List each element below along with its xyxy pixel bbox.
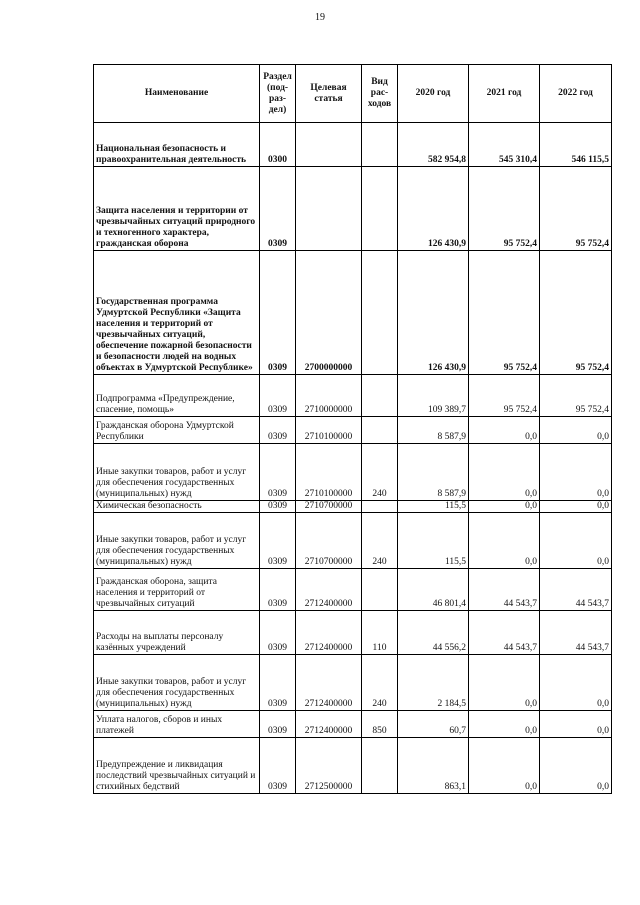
- row-section: 0309: [260, 251, 296, 375]
- row-value-2022: 44 543,7: [540, 569, 612, 611]
- row-name: Подпрограмма «Предупреждение, спасение, помощь»: [94, 375, 260, 417]
- row-expense-type: [362, 501, 398, 513]
- row-value-2021: 95 752,4: [469, 167, 540, 251]
- row-value-2022: 0,0: [540, 513, 612, 569]
- row-name: Гражданская оборона Удмуртской Республики: [94, 417, 260, 444]
- row-value-2020: 115,5: [398, 513, 469, 569]
- row-value-2020: 126 430,9: [398, 251, 469, 375]
- budget-table: [93, 64, 612, 794]
- row-target-article: 2712400000: [296, 655, 362, 711]
- row-section: 0309: [260, 738, 296, 794]
- row-target-article: 2710100000: [296, 417, 362, 444]
- row-value-2020: 2 184,5: [398, 655, 469, 711]
- row-value-2021: 0,0: [469, 738, 540, 794]
- row-expense-type: [362, 569, 398, 611]
- row-value-2022: 95 752,4: [540, 251, 612, 375]
- table-row: [94, 711, 612, 738]
- table-row: [94, 569, 612, 611]
- row-target-article: 2710100000: [296, 444, 362, 501]
- header-target-article: Целевая статья: [296, 65, 362, 123]
- row-value-2021: 0,0: [469, 417, 540, 444]
- row-section: 0309: [260, 375, 296, 417]
- row-value-2021: 0,0: [469, 711, 540, 738]
- table-header-row: [94, 65, 612, 123]
- row-expense-type: 240: [362, 444, 398, 501]
- row-value-2021: 0,0: [469, 655, 540, 711]
- row-section: 0309: [260, 611, 296, 655]
- row-value-2020: 8 587,9: [398, 417, 469, 444]
- row-expense-type: 240: [362, 513, 398, 569]
- row-value-2022: 546 115,5: [540, 123, 612, 167]
- row-expense-type: [362, 738, 398, 794]
- row-value-2020: 115,5: [398, 501, 469, 513]
- header-expense-type: Вид рас-ходов: [362, 65, 398, 123]
- row-value-2020: 8 587,9: [398, 444, 469, 501]
- header-year-2022: 2022 год: [540, 65, 612, 123]
- row-value-2022: 0,0: [540, 501, 612, 513]
- row-value-2022: 0,0: [540, 711, 612, 738]
- row-section: 0309: [260, 417, 296, 444]
- row-target-article: 2700000000: [296, 251, 362, 375]
- row-name: Расходы на выплаты персоналу казённых учреждений: [94, 611, 260, 655]
- row-section: 0309: [260, 655, 296, 711]
- row-name: Иные закупки товаров, работ и услуг для обеспечения государственных (муниципальных) нужд: [94, 655, 260, 711]
- row-value-2022: 95 752,4: [540, 375, 612, 417]
- table-row: [94, 123, 612, 167]
- table-row: [94, 738, 612, 794]
- row-name: Предупреждение и ликвидация последствий чрезвычайных ситуаций и стихийных бедствий: [94, 738, 260, 794]
- row-value-2021: 0,0: [469, 513, 540, 569]
- row-expense-type: [362, 251, 398, 375]
- header-section: Раздел (под-раз-дел): [260, 65, 296, 123]
- row-name: Гражданская оборона, защита населения и территорий от чрезвычайных ситуаций: [94, 569, 260, 611]
- row-expense-type: 240: [362, 655, 398, 711]
- row-value-2022: 0,0: [540, 655, 612, 711]
- page-number: 19: [315, 12, 325, 23]
- row-name: Национальная безопасность и правоохранительная деятельность: [94, 123, 260, 167]
- row-value-2021: 545 310,4: [469, 123, 540, 167]
- row-value-2022: 0,0: [540, 738, 612, 794]
- row-value-2022: 0,0: [540, 417, 612, 444]
- row-value-2020: 582 954,8: [398, 123, 469, 167]
- row-value-2021: 44 543,7: [469, 611, 540, 655]
- row-section: 0300: [260, 123, 296, 167]
- row-value-2020: 60,7: [398, 711, 469, 738]
- row-value-2021: 0,0: [469, 444, 540, 501]
- row-section: 0309: [260, 501, 296, 513]
- row-value-2020: 863,1: [398, 738, 469, 794]
- row-target-article: 2710700000: [296, 501, 362, 513]
- row-name: Химическая безопасность: [94, 501, 260, 513]
- row-target-article: 2710700000: [296, 513, 362, 569]
- table-row: [94, 611, 612, 655]
- row-value-2022: 44 543,7: [540, 611, 612, 655]
- row-target-article: 2712400000: [296, 611, 362, 655]
- row-value-2021: 95 752,4: [469, 251, 540, 375]
- header-name: Наименование: [94, 65, 260, 123]
- row-value-2021: 44 543,7: [469, 569, 540, 611]
- row-section: 0309: [260, 711, 296, 738]
- table-row: [94, 375, 612, 417]
- row-value-2021: 95 752,4: [469, 375, 540, 417]
- row-value-2020: 109 389,7: [398, 375, 469, 417]
- row-target-article: [296, 167, 362, 251]
- table-row: [94, 655, 612, 711]
- table-row: [94, 444, 612, 501]
- row-target-article: [296, 123, 362, 167]
- row-target-article: 2712400000: [296, 711, 362, 738]
- row-value-2020: 126 430,9: [398, 167, 469, 251]
- row-expense-type: [362, 417, 398, 444]
- table-body: [94, 123, 612, 794]
- row-expense-type: [362, 167, 398, 251]
- row-name: Иные закупки товаров, работ и услуг для обеспечения государственных (муниципальных) нужд: [94, 444, 260, 501]
- row-section: 0309: [260, 569, 296, 611]
- row-target-article: 2712400000: [296, 569, 362, 611]
- table-row: [94, 167, 612, 251]
- row-name: Государственная программа Удмуртской Республики «Защита населения и территорий от чрезвычайных ситуаций, обеспечение пожарной безопасности и безопасности людей на водных объектах в Удмуртской Республике»: [94, 251, 260, 375]
- row-name: Защита населения и территории от чрезвычайных ситуаций природного и техногенного характера, гражданская оборона: [94, 167, 260, 251]
- table-row: [94, 251, 612, 375]
- row-value-2021: 0,0: [469, 501, 540, 513]
- row-expense-type: [362, 123, 398, 167]
- row-section: 0309: [260, 513, 296, 569]
- row-expense-type: 110: [362, 611, 398, 655]
- row-expense-type: [362, 375, 398, 417]
- row-section: 0309: [260, 167, 296, 251]
- row-value-2022: 95 752,4: [540, 167, 612, 251]
- row-value-2020: 44 556,2: [398, 611, 469, 655]
- row-expense-type: 850: [362, 711, 398, 738]
- row-target-article: 2712500000: [296, 738, 362, 794]
- row-value-2022: 0,0: [540, 444, 612, 501]
- row-name: Иные закупки товаров, работ и услуг для обеспечения государственных (муниципальных) нужд: [94, 513, 260, 569]
- header-year-2021: 2021 год: [469, 65, 540, 123]
- row-value-2020: 46 801,4: [398, 569, 469, 611]
- table-row: [94, 513, 612, 569]
- row-name: Уплата налогов, сборов и иных платежей: [94, 711, 260, 738]
- header-year-2020: 2020 год: [398, 65, 469, 123]
- table-row: [94, 417, 612, 444]
- table-row: [94, 501, 612, 513]
- row-target-article: 2710000000: [296, 375, 362, 417]
- row-section: 0309: [260, 444, 296, 501]
